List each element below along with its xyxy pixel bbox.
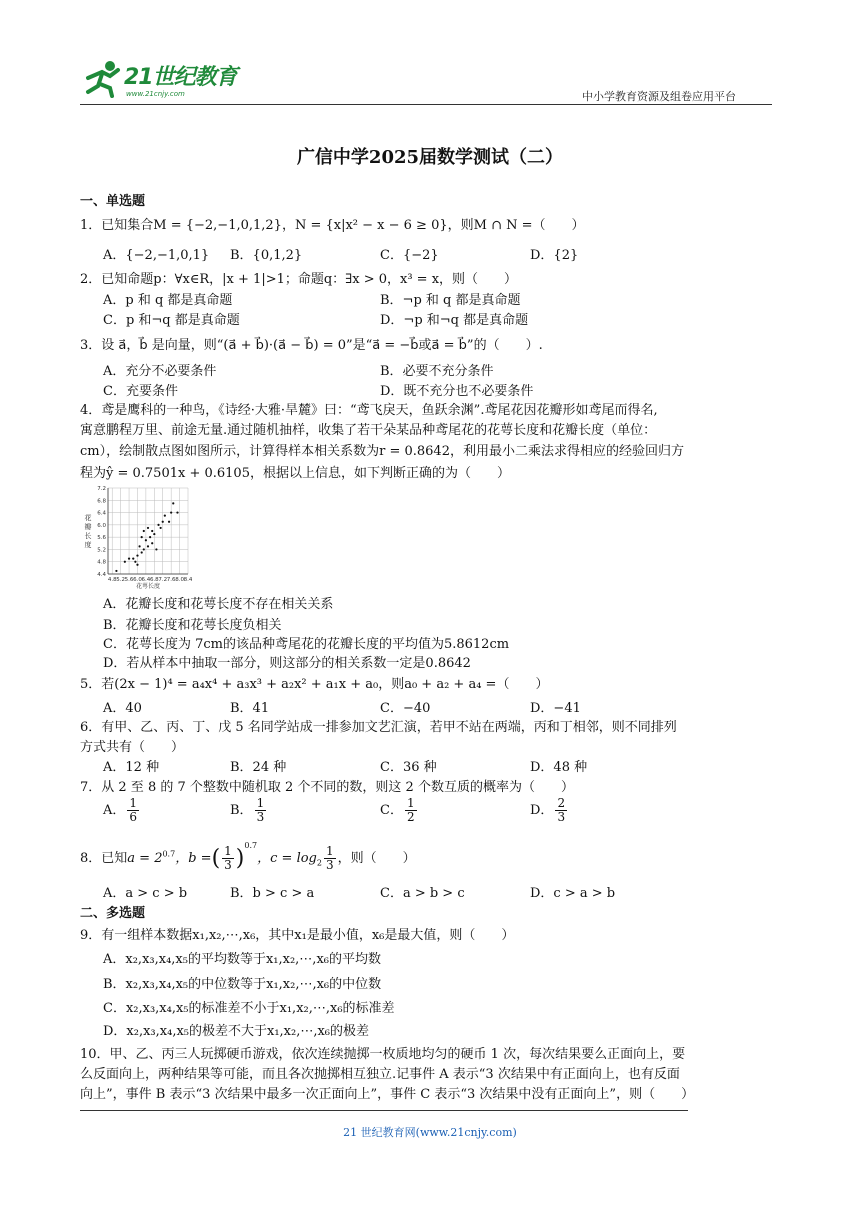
q2-option-b: B．¬p 和 q 都是真命题: [380, 293, 521, 308]
question-5-stem: 5．若(2x − 1)⁴ = a₄x⁴ + a₃x³ + a₂x² + a₁x + a₀，则a₀ + a₂ + a₄ =（ ）: [80, 677, 549, 692]
question-2-stem: 2．已知命题p：∀x∈R，|x + 1|>1；命题q：∃x > 0，x³ = x，则（ ）: [80, 272, 518, 287]
q7-option-c-label: C．: [380, 803, 403, 818]
q8-b-den: 3: [224, 858, 232, 872]
q7-option-b-label: B．: [230, 803, 253, 818]
question-10-line-2: 么反面向上，两种结果等可能，而且各次抛掷相互独立.记事件 A 表示“3 次结果中有正面向上，也有反面: [80, 1067, 680, 1082]
q1-option-c: C．{−2}: [380, 248, 439, 263]
q7-b-den: 3: [256, 810, 265, 824]
y-axis-label-char: 长: [84, 532, 92, 540]
q7-option-a-fraction: [127, 797, 139, 824]
logo-url: www.21cnjy.com: [126, 90, 185, 98]
x-tick-label: 8.0: [175, 577, 184, 583]
q7-c-den: 2: [406, 810, 415, 824]
q6-option-a: A．12 种: [103, 760, 160, 775]
q4-option-d: D．若从样本中抽取一部分，则这部分的相关系数一定是0.8642: [103, 656, 471, 671]
data-point: [149, 536, 151, 538]
question-6-line-2: 方式共有（ ）: [80, 740, 185, 755]
q2-option-d: D．¬p 和¬q 都是真命题: [380, 313, 529, 328]
x-tick-label: 6.8: [149, 577, 159, 583]
q7-d-num: 2: [557, 796, 566, 810]
x-tick-label: 7.6: [166, 577, 176, 583]
question-8-stem: 8．已知$a = 2^{0.7}$，b =( $\frac{1}{3}$ )$^{0.7}$，$c = \log_2$ $\frac{1}{3}$ ，则（ ）: [80, 841, 416, 872]
data-point: [155, 548, 157, 550]
q7-option-b-fraction: [255, 797, 267, 824]
question-9-stem: 9．有一组样本数据x₁,x₂,⋯,x₆，其中x₁是最小值，x₆是最大值，则（ ）: [80, 928, 515, 943]
data-point: [128, 558, 130, 560]
q3-option-a: A．充分不必要条件: [103, 364, 217, 379]
data-point: [132, 558, 134, 560]
q8-c-prefix: ，c = log: [257, 851, 317, 866]
data-point: [147, 545, 149, 547]
q8-prefix: 8．已知: [80, 851, 128, 866]
y-tick-label: 5.2: [97, 547, 106, 554]
y-tick-label: 6.0: [97, 522, 106, 529]
x-tick-label: 6.0: [133, 577, 142, 583]
q2-option-c: C．p 和¬q 都是真命题: [103, 313, 240, 328]
page-header: [80, 58, 772, 105]
y-tick-label: 6.4: [97, 510, 106, 517]
q5-option-a: A．40: [103, 701, 142, 716]
q6-option-c: C．36 种: [380, 760, 437, 775]
q7-option-a: [103, 797, 141, 824]
data-point: [151, 542, 153, 544]
q5-option-b: B．41: [230, 701, 270, 716]
page-title: 广信中学2025届数学测试（二）: [296, 147, 564, 168]
q7-b-num: 1: [256, 796, 265, 810]
data-point: [115, 570, 117, 572]
x-axis-label: 花萼长度: [135, 583, 161, 590]
y-tick-label: 4.8: [97, 559, 106, 566]
q8-option-d: D．c > a > b: [530, 886, 616, 901]
platform-name: 中小学教育资源及组卷应用平台: [582, 90, 736, 103]
q8-a-exponent: 0.7: [162, 849, 176, 859]
q8-c-num: 1: [325, 844, 334, 858]
q7-d-den: 3: [557, 810, 566, 824]
q8-b-num: 1: [224, 844, 232, 858]
x-tick-label: 4.8: [107, 577, 117, 583]
q8-a-expr: a = 2: [127, 851, 163, 866]
y-tick-label: 5.6: [97, 535, 106, 542]
data-point: [138, 545, 140, 547]
question-6-line-1: 6．有甲、乙、丙、丁、戊 5 名同学站成一排参加文艺汇演，若甲不站在两端，丙和丁相邻，则不同排列: [80, 720, 677, 735]
x-tick-label: 8.4: [183, 577, 192, 583]
q7-a-num: 1: [129, 796, 138, 810]
q8-option-a: A．a > c > b: [103, 886, 188, 901]
q7-a-den: 6: [129, 810, 138, 824]
q9-option-d: D．x₂,x₃,x₄,x₅的极差不大于x₁,x₂,⋯,x₆的极差: [103, 1024, 370, 1039]
q8-c-base: 2: [316, 858, 322, 868]
question-3-stem: 3．设 a⃗，b⃗ 是向量，则“(a⃗ + b⃗)·(a⃗ − b⃗) = 0”是“a⃗ = −b⃗或a⃗ = b⃗”的（ ）.: [80, 338, 543, 353]
q8-c-den: 3: [325, 858, 334, 872]
y-axis-label-char: 度: [84, 541, 92, 549]
data-point: [143, 548, 145, 550]
logo-text: 21世纪教育: [124, 65, 237, 90]
q8-option-b: B．b > c > a: [230, 886, 315, 901]
x-tick-label: 6.4: [141, 577, 151, 583]
data-point: [147, 527, 149, 529]
q9-option-c: C．x₂,x₃,x₄,x₅的标准差不小于x₁,x₂,⋯,x₆的标准差: [103, 1001, 395, 1016]
data-point: [164, 515, 166, 517]
data-point: [151, 530, 153, 532]
y-tick-label: 4.4: [97, 572, 106, 578]
q7-option-a-label: A．: [103, 803, 126, 818]
q7-option-d-label: D．: [530, 803, 554, 818]
logo: [80, 58, 250, 104]
q4-option-c: C．花萼长度为 7cm的该品种鸢尾花的花瓣长度的平均值为5.8612cm: [103, 637, 510, 652]
data-point: [162, 521, 164, 523]
runner-logo-icon: [80, 58, 124, 98]
x-tick-label: 7.2: [158, 577, 168, 583]
data-point: [160, 527, 162, 529]
q3-option-c: C．充要条件: [103, 384, 178, 399]
q1-option-a: A．{−2,−1,0,1}: [103, 248, 210, 263]
section-single-choice: 一、单选题: [80, 194, 146, 209]
question-4-line-1: 4．鸢是鹰科的一种鸟，《诗经·大雅·旱麓》曰：“鸢飞戾天，鱼跃余渊”.鸢尾花因花瓣形如鸢尾而得名,: [80, 403, 658, 418]
data-point: [172, 502, 174, 504]
question-10-line-1: 10．甲、乙、丙三人玩掷硬币游戏，依次连续抛掷一枚质地均匀的硬币 1 次，每次结果要么正面向上，要: [80, 1047, 686, 1062]
q8-option-c: C．a > b > c: [380, 886, 465, 901]
question-7-stem: 7．从 2 至 8 的 7 个整数中随机取 2 个不同的数，则这 2 个数互质的概率为（ ）: [80, 780, 574, 795]
q7-option-c: [380, 797, 419, 824]
q6-option-b: B．24 种: [230, 760, 287, 775]
q6-option-d: D．48 种: [530, 760, 588, 775]
y-tick-label: 7.2: [97, 486, 106, 492]
data-point: [136, 564, 138, 566]
q3-option-d: D．既不充分也不必要条件: [380, 384, 534, 399]
y-axis-label-char: 花: [84, 514, 92, 522]
q3-option-b: B．必要不充分条件: [380, 364, 494, 379]
y-tick-label: 6.8: [97, 498, 106, 505]
q7-c-num: 1: [406, 796, 415, 810]
q9-option-b: B．x₂,x₃,x₄,x₅的中位数等于x₁,x₂,⋯,x₆的中位数: [103, 977, 382, 992]
x-tick-label: 5.2: [116, 577, 126, 583]
data-point: [141, 551, 143, 553]
section-multi-choice: 二、多选题: [80, 906, 146, 921]
q7-option-c-fraction: [405, 797, 417, 824]
question-10-line-3: 向上”，事件 B 表示“3 次结果中最多一次正面向上”，事件 C 表示“3 次结果中没有正面向上”，则（ ）: [80, 1087, 695, 1102]
question-1-stem: 1．已知集合M = {−2,−1,0,1,2}，N = {x|x² − x − 6 ≥ 0}，则M ∩ N =（ ）: [80, 218, 585, 233]
question-4-line-2: 寓意鹏程万里、前途无量.通过随机抽样，收集了若干朵某品种鸢尾花的花萼长度和花瓣长度（单位：: [80, 423, 657, 438]
q8-b-prefix: ，b =: [175, 851, 212, 866]
q8-c-fraction: [324, 845, 336, 872]
data-point: [168, 521, 170, 523]
y-axis-label-char: 瓣: [84, 523, 92, 531]
q4-option-b: B．花瓣长度和花萼长度负相关: [103, 618, 282, 633]
q9-option-a: A．x₂,x₃,x₄,x₅的平均数等于x₁,x₂,⋯,x₆的平均数: [103, 952, 381, 967]
q4-option-a: A．花瓣长度和花萼长度不存在相关关系: [103, 597, 334, 612]
footer-source: 21 世纪教育网(www.21cnjy.com): [343, 1126, 517, 1139]
data-point: [170, 511, 172, 513]
question-4-line-3: cm），绘制散点图如图所示，计算得样本相关系数为r = 0.8642，利用最小二乘法求得相应的经验回归方: [80, 444, 684, 459]
q8-b-exponent: 0.7: [244, 841, 258, 850]
data-point: [141, 536, 143, 538]
x-tick-label: 5.6: [124, 577, 134, 583]
data-point: [124, 561, 126, 563]
q5-option-d: D．−41: [530, 701, 581, 716]
footer-divider: [80, 1110, 688, 1111]
q8-b-fraction: [222, 845, 234, 872]
q5-option-c: C．−40: [380, 701, 431, 716]
q7-option-d: [530, 797, 569, 824]
scatter-chart: [80, 484, 192, 592]
q2-option-a: A．p 和 q 都是真命题: [103, 293, 233, 308]
data-point: [136, 554, 138, 556]
data-point: [143, 530, 145, 532]
q1-option-d: D．{2}: [530, 248, 579, 263]
data-point: [145, 539, 147, 541]
q1-option-b: B．{0,1,2}: [230, 248, 303, 263]
q7-option-d-fraction: [555, 797, 567, 824]
data-point: [134, 561, 136, 563]
q7-option-b: [230, 797, 268, 824]
data-point: [176, 511, 178, 513]
data-point: [153, 533, 155, 535]
question-4-line-4: 程为ŷ = 0.7501x + 0.6105，根据以上信息，如下判断正确的为（ ）: [80, 466, 510, 481]
data-point: [157, 524, 159, 526]
q8-suffix: ，则（ ）: [337, 851, 416, 866]
